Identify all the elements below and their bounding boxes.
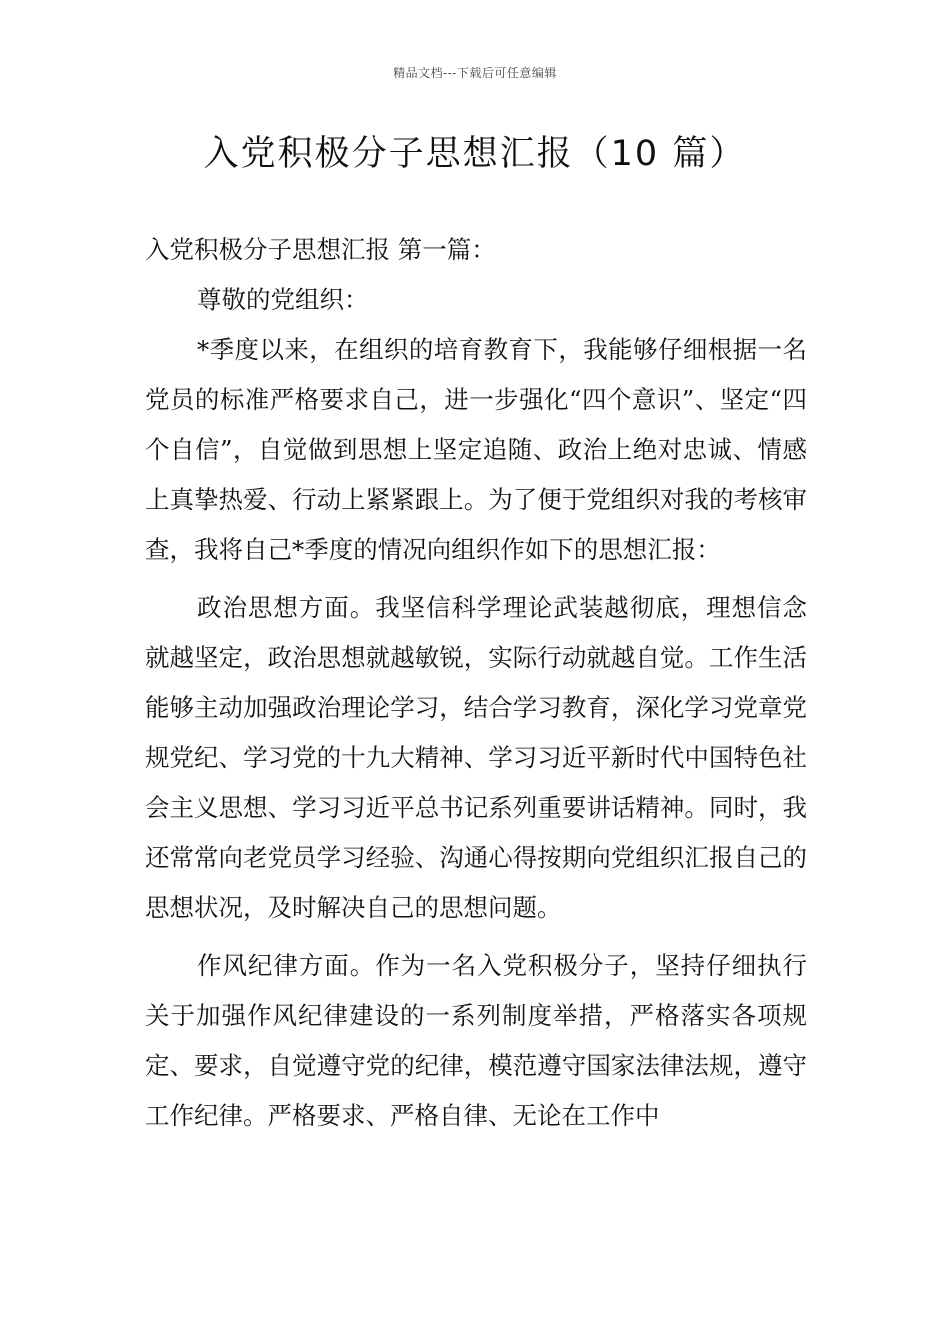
salutation: 尊敬的党组织： (197, 285, 369, 314)
body-paragraph: 作风纪律方面。作为一名入党积极分子，坚持仔细执行关于加强作风纪律建设的一系列制度举措，严格落实各项规定、要求，自觉遵守党的纪律，模范遵守国家法律法规，遵守工作纪律。严格要求、严格自律、无论在工作中 (145, 951, 807, 1130)
document-title: 入党积极分子思想汇报（10 篇） (203, 134, 747, 174)
document-body (145, 225, 807, 1141)
header-note: 精品文档---下载后可任意编辑 (393, 66, 557, 80)
body-paragraph: 政治思想方面。我坚信科学理论武装越彻底，理想信念就越坚定，政治思想就越敏锐，实际行动就越自觉。工作生活能够主动加强政治理论学习，结合学习教育，深化学习党章党规党纪、学习党的十九大精神、学习习近平新时代中国特色社会主义思想、学习习近平总书记系列重要讲话精神。同时，我还常常向老党员学习经验、沟通心得按期向党组织汇报自己的思想状况，及时解决自己的思想问题。 (145, 593, 807, 922)
section-heading: 入党积极分子思想汇报 第一篇： (145, 235, 496, 264)
body-paragraph: *季度以来，在组织的培育教育下，我能够仔细根据一名党员的标准严格要求自己，进一步强化“四个意识”、坚定“四个自信”，自觉做到思想上坚定追随、政治上绝对忠诚、情感上真挚热爱、行动上紧紧跟上。为了便于党组织对我的考核审查，我将自己*季度的情况向组织作如下的思想汇报： (145, 335, 807, 564)
